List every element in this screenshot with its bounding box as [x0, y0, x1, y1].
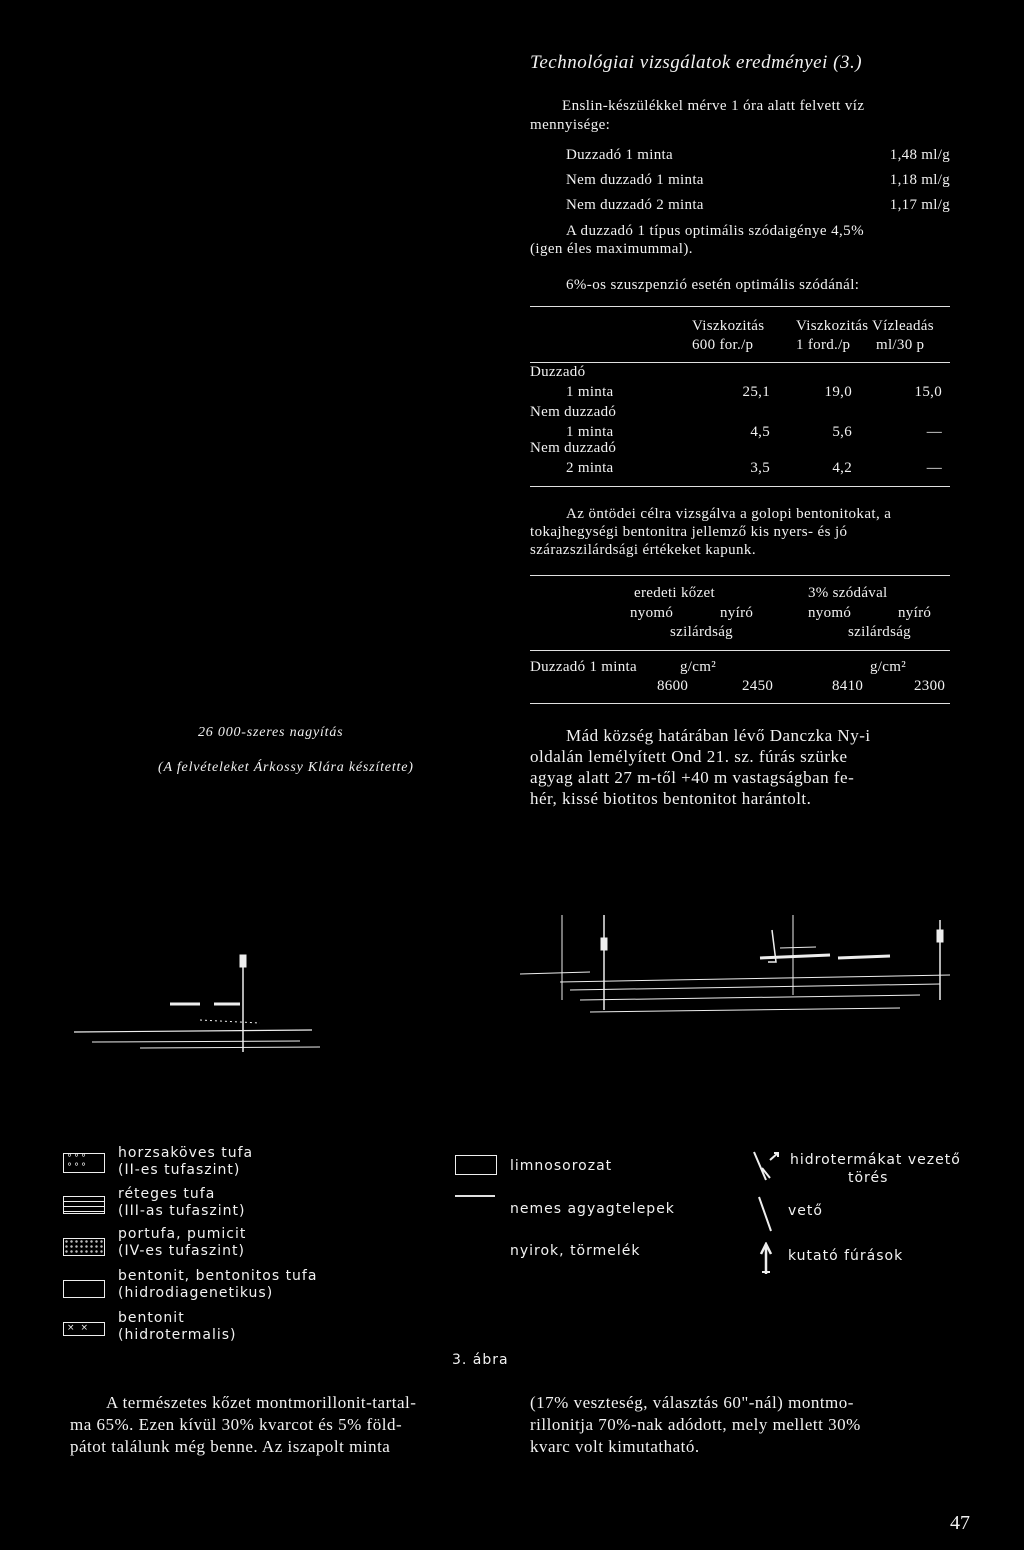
- body-text: A természetes kőzet montmorillonit-tartal-: [106, 1393, 417, 1412]
- column-header: Viszkozitás: [796, 318, 869, 334]
- legend-label: bentonit, bentonitos tufa: [118, 1268, 318, 1284]
- enslin-note-1: A duzzadó 1 típus optimális szódaigénye 4,5%: [566, 223, 864, 239]
- section-line: [74, 1030, 312, 1032]
- line-icon: [455, 1195, 495, 1197]
- foundry-text: tokajhegységi bentonitra jellemző kis nyers- és jó: [530, 524, 848, 540]
- table-cell: 15,0: [914, 384, 942, 400]
- body-text: (17% veszteség, választás 60"-nál) montmo-: [530, 1393, 854, 1412]
- section-line: [580, 995, 920, 1000]
- page-title: Technológiai vizsgálatok eredményei (3.): [530, 52, 863, 73]
- section-line: [200, 1020, 260, 1023]
- enslin-row-value: 1,18 ml/g: [889, 172, 950, 188]
- strength-sub-header: nyíró: [720, 605, 754, 621]
- box-icon: [455, 1155, 497, 1175]
- table-cell: 25,1: [742, 384, 770, 400]
- table-cell: 4,5: [750, 424, 770, 440]
- table-cell: 3,5: [750, 460, 770, 476]
- legend-label: bentonit: [118, 1310, 185, 1326]
- section-line: [140, 1047, 320, 1048]
- column-header: ml/30 p: [876, 337, 925, 353]
- legend-label: hidrotermákat vezető: [790, 1152, 961, 1168]
- fault-icon: [755, 1195, 775, 1235]
- enslin-row-label: Duzzadó 1 minta: [566, 147, 673, 163]
- borehole-marker: [601, 938, 607, 950]
- cross-box-icon: ××: [63, 1322, 105, 1336]
- enslin-note-2: (igen éles maximummal).: [530, 241, 693, 257]
- section-line: [92, 1041, 300, 1042]
- enslin-row-label: Nem duzzadó 1 minta: [566, 172, 704, 188]
- strength-group-header: 3% szódával: [808, 585, 888, 601]
- section-line: [560, 975, 950, 982]
- enslin-row-label: Nem duzzadó 2 minta: [566, 197, 704, 213]
- enslin-row-value: 1,48 ml/g: [889, 147, 950, 163]
- table-rule: [530, 362, 950, 363]
- foundry-text: szárazszilárdsági értékeket kapunk.: [530, 542, 756, 558]
- table-cell: —: [926, 460, 942, 476]
- mad-text: agyag alatt 27 m-től +40 m vastagságban fe-: [530, 768, 855, 787]
- table-cell: 4,2: [832, 460, 852, 476]
- legend-label: (hidrodiagenetikus): [118, 1285, 274, 1301]
- suspension-heading: 6%-os szuszpenzió esetén optimális szódánál:: [566, 277, 860, 293]
- strength-group-header: eredeti kőzet: [634, 585, 715, 601]
- legend-label: kutató fúrások: [788, 1248, 904, 1264]
- section-line: [780, 947, 816, 948]
- legend-label: (III-as tufaszint): [118, 1203, 246, 1219]
- legend-label: (IV-es tufaszint): [118, 1243, 245, 1259]
- legend-label: törés: [848, 1170, 889, 1186]
- page-number: 47: [950, 1512, 970, 1534]
- strength-value: 8600: [657, 678, 689, 694]
- borehole-marker: [937, 930, 943, 942]
- table-cell: 19,0: [824, 384, 852, 400]
- fault-arrow-icon: [750, 1150, 780, 1190]
- strength-value: 2300: [914, 678, 946, 694]
- column-header: 600 for./p: [692, 337, 754, 353]
- table-rule: [530, 486, 950, 487]
- strength-sub-header: nyomó: [630, 605, 674, 621]
- strength-sub-header: nyomó: [808, 605, 852, 621]
- mad-text: Mád község határában lévő Danczka Ny-i: [566, 726, 871, 745]
- column-header: Vízleadás: [872, 318, 934, 334]
- section-line: [760, 955, 830, 958]
- enslin-row-value: 1,17 ml/g: [889, 197, 950, 213]
- strength-sub-header: nyíró: [898, 605, 932, 621]
- table-rule: [530, 575, 950, 576]
- enslin-intro-2: mennyisége:: [530, 117, 611, 133]
- body-text: ma 65%. Ezen kívül 30% kvarcot és 5% föld-: [70, 1415, 403, 1434]
- strength-row-label: Duzzadó 1 minta: [530, 659, 637, 675]
- geological-cross-section: [0, 900, 1024, 1100]
- strength-unit-word: szilárdság: [848, 624, 911, 640]
- legend-label: réteges tufa: [118, 1186, 216, 1202]
- mad-text: hér, kissé biotitos bentonitot harántolt.: [530, 789, 812, 808]
- legend-label: horzsaköves tufa: [118, 1145, 254, 1161]
- table-row-label: Duzzadó: [530, 364, 586, 380]
- table-rule: [530, 650, 950, 651]
- body-text: rillonitja 70%-nak adódott, mely mellett 30%: [530, 1415, 861, 1434]
- strength-unit: g/cm²: [680, 659, 716, 675]
- legend-label: vető: [788, 1203, 823, 1219]
- body-text: pátot találunk még benne. Az iszapolt minta: [70, 1437, 391, 1456]
- photo-caption-credit: (A felvételeket Árkossy Klára készítette): [158, 760, 414, 775]
- section-line: [520, 972, 590, 974]
- table-row-label: 1 minta: [566, 424, 614, 440]
- figure-label: 3. ábra: [452, 1352, 509, 1368]
- table-row-label: Nem duzzadó: [530, 404, 617, 420]
- photo-caption-magnification: 26 000-szeres nagyítás: [198, 725, 344, 740]
- table-row-label: 2 minta: [566, 460, 614, 476]
- table-row-label: Nem duzzadó: [530, 440, 617, 456]
- table-row-label: 1 minta: [566, 384, 614, 400]
- legend-label: (II-es tufaszint): [118, 1162, 241, 1178]
- dotted-box-icon: °°° °°°: [63, 1153, 105, 1173]
- section-line: [838, 956, 890, 958]
- mad-text: oldalán lemélyített Ond 21. sz. fúrás szürke: [530, 747, 848, 766]
- borehole-marker: [240, 955, 246, 967]
- empty-box-icon: [63, 1280, 105, 1298]
- strength-unit-word: szilárdság: [670, 624, 733, 640]
- section-line: [570, 984, 940, 990]
- body-text: kvarc volt kimutatható.: [530, 1437, 700, 1456]
- strength-value: 8410: [832, 678, 864, 694]
- column-header: 1 ford./p: [796, 337, 851, 353]
- enslin-intro-1: Enslin-készülékkel mérve 1 óra alatt felvett víz: [562, 98, 865, 114]
- foundry-text: Az öntödei célra vizsgálva a golopi bentonitokat, a: [566, 506, 892, 522]
- legend-label: (hidrotermalis): [118, 1327, 237, 1343]
- strength-unit: g/cm²: [870, 659, 906, 675]
- section-line: [590, 1008, 900, 1012]
- legend-label: portufa, pumicit: [118, 1226, 247, 1242]
- table-rule: [530, 306, 950, 307]
- column-header: Viszkozitás: [692, 318, 765, 334]
- drill-arrow-icon: [756, 1242, 776, 1276]
- table-cell: —: [926, 424, 942, 440]
- layered-box-icon: [63, 1196, 105, 1214]
- table-cell: 5,6: [832, 424, 852, 440]
- table-rule: [530, 703, 950, 704]
- legend-label: nemes agyagtelepek: [510, 1201, 675, 1217]
- strength-value: 2450: [742, 678, 774, 694]
- legend-label: nyirok, törmelék: [510, 1243, 641, 1259]
- speckled-box-icon: [63, 1238, 105, 1256]
- legend-label: limnosorozat: [510, 1158, 613, 1174]
